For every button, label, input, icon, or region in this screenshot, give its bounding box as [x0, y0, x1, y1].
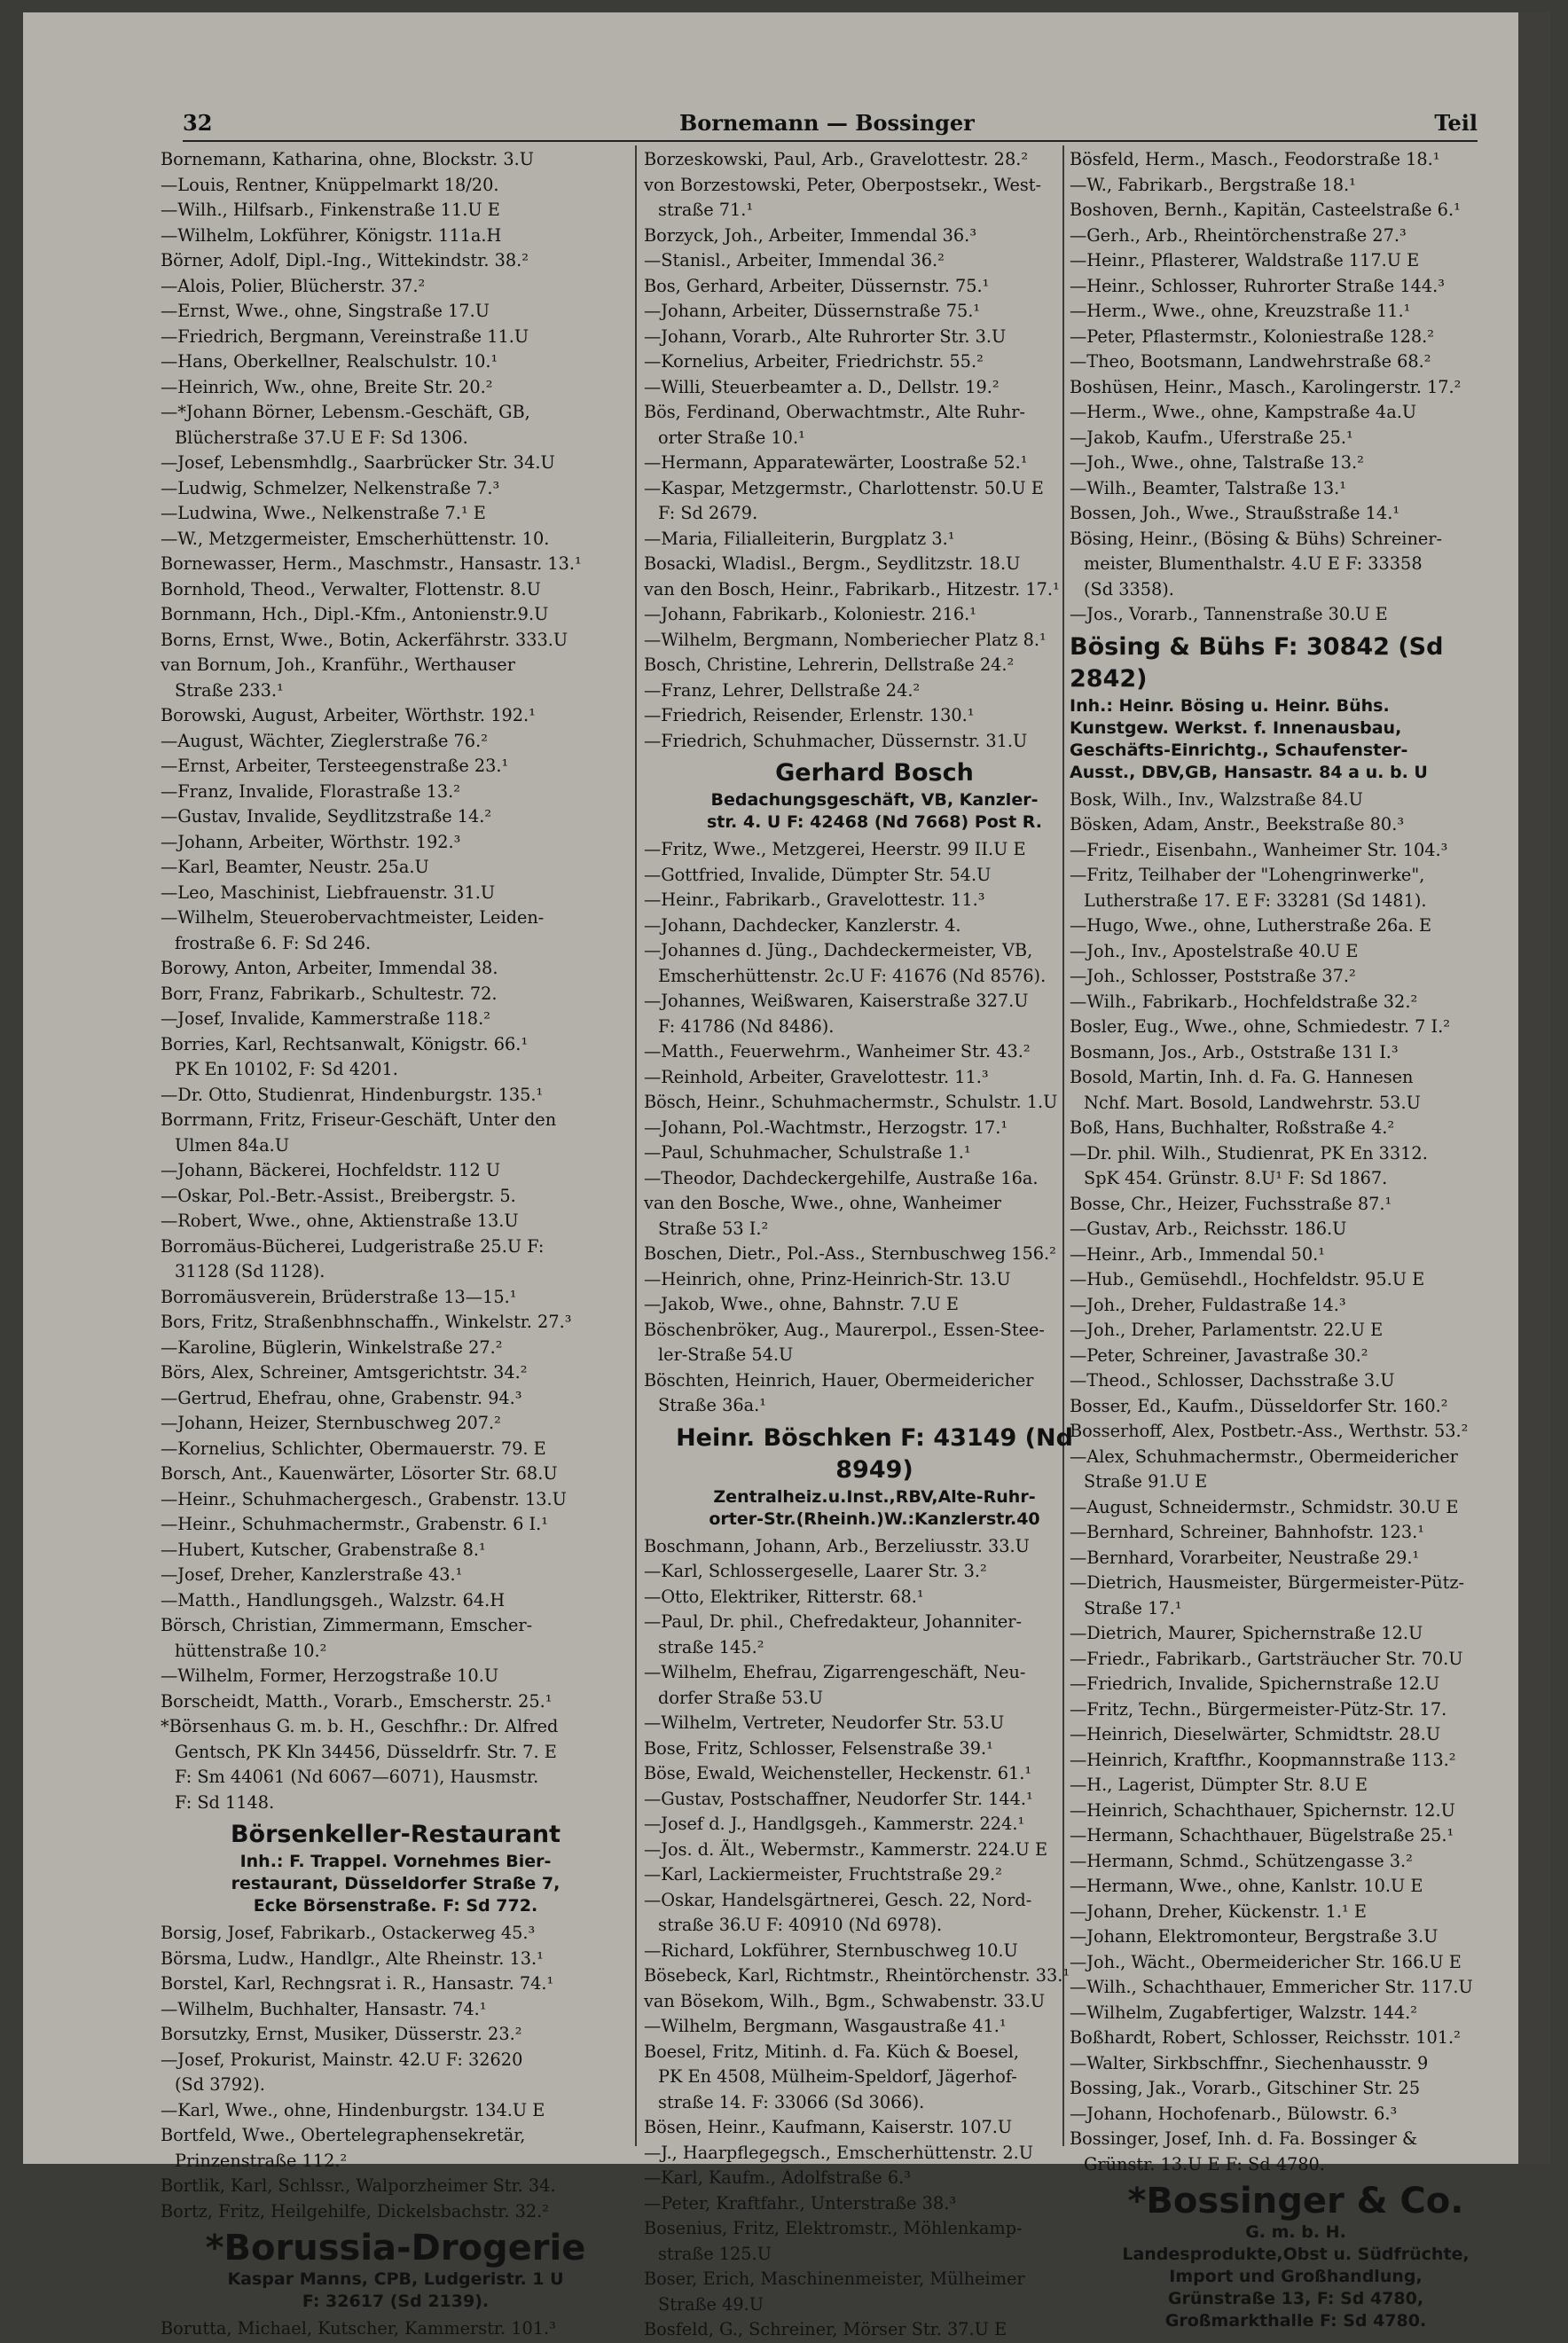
- directory-entry: —Wilh., Fabrikarb., Hochfeldstraße 32.²: [1070, 991, 1418, 1012]
- directory-entry: —Dr. phil. Wilh., Studienrat, PK En 3312.: [1070, 1142, 1428, 1164]
- directory-entry: —Franz, Lehrer, Dellstraße 24.²: [644, 679, 921, 701]
- directory-entry: —Oskar, Pol.-Betr.-Assist., Breibergstr. 5.: [161, 1185, 516, 1206]
- directory-entry: Bosold, Martin, Inh. d. Fa. G. Hannesen: [1070, 1067, 1414, 1087]
- directory-entry: Bortlik, Karl, Schlssr., Walporzheimer Str. 34.: [161, 2175, 556, 2196]
- directory-entry: Bossinger, Josef, Inh. d. Fa. Bossinger &: [1070, 2128, 1418, 2149]
- ad-title: Gerhard Bosch: [775, 759, 974, 787]
- directory-entry: —Wilhelm, Buchhalter, Hansastr. 74.¹: [161, 1998, 487, 2019]
- directory-entry: —Kornelius, Arbeiter, Friedrichstr. 55.²: [644, 351, 984, 372]
- directory-entry: —Joh., Dreher, Parlamentstr. 22.U E: [1070, 1320, 1384, 1340]
- directory-entry: —Joh., Schlosser, Poststraße 37.²: [1070, 966, 1356, 986]
- directory-entry: —Richard, Lokführer, Sternbuschweg 10.U: [644, 1939, 1018, 1961]
- directory-entry: —W., Metzgermeister, Emscherhüttenstr. 10.: [161, 528, 550, 549]
- directory-entry: —Alex, Schuhmachermstr., Obermeidericher: [1070, 1446, 1458, 1467]
- directory-entry: —Friedr., Fabrikarb., Gartsträucher Str. 70.U: [1070, 1648, 1463, 1669]
- directory-entry: straße 145.²: [658, 1636, 764, 1657]
- directory-entry: Borr, Franz, Fabrikarb., Schultestr. 72.: [161, 983, 498, 1004]
- directory-entry: Börsch, Christian, Zimmermann, Emscher-: [161, 1615, 533, 1635]
- directory-entry: —Paul, Dr. phil., Chefredakteur, Johanniter-: [644, 1611, 1022, 1632]
- directory-entry: —J., Haarpflegegsch., Emscherhüttenstr. 2.U: [644, 2142, 1034, 2163]
- directory-entry: Bosmann, Jos., Arb., Oststraße 131 I.³: [1070, 1041, 1399, 1062]
- ad-boesing-buehs: [1070, 631, 1522, 784]
- directory-entry: —H., Lagerist, Dümpter Str. 8.U E: [1070, 1775, 1368, 1795]
- directory-entry: Börs, Alex, Schreiner, Amtsgerichtstr. 34.²: [161, 1362, 528, 1383]
- directory-entry: —Theodor, Dachdeckergehilfe, Austraße 16a.: [644, 1167, 1039, 1188]
- directory-entry: —Heinr., Schuhmachergesch., Grabenstr. 13.U: [161, 1488, 567, 1509]
- directory-entry: —Johann, Arbeiter, Wörthstr. 192.³: [161, 831, 461, 852]
- directory-entry: hüttenstraße 10.²: [175, 1640, 327, 1661]
- directory-entry: —Hermann, Schmd., Schützengasse 3.²: [1070, 1850, 1413, 1871]
- page-header: [183, 110, 1478, 142]
- directory-entry: —Otto, Elektriker, Ritterstr. 68.¹: [644, 1586, 924, 1607]
- directory-entry: —Joh., Inv., Apostelstraße 40.U E: [1070, 940, 1359, 961]
- directory-entry: —Ludwig, Schmelzer, Nelkenstraße 7.³: [161, 477, 500, 498]
- directory-entry: —W., Fabrikarb., Bergstraße 18.¹: [1070, 174, 1356, 195]
- directory-entry: Bos, Gerhard, Arbeiter, Düssernstr. 75.¹: [644, 275, 990, 296]
- directory-entry: —Herm., Wwe., ohne, Kampstraße 4a.U: [1070, 402, 1417, 422]
- directory-entry: —Robert, Wwe., ohne, Aktienstraße 13.U: [161, 1211, 519, 1231]
- directory-entry: —Heinr., Pflasterer, Waldstraße 117.U E: [1070, 250, 1420, 270]
- directory-entry: Prinzenstraße 112.²: [175, 2150, 348, 2171]
- directory-entry: Bösfeld, Herm., Masch., Feodorstraße 18.¹: [1070, 149, 1440, 169]
- directory-entry: Bös, Ferdinand, Oberwachtmstr., Alte Ruhr-: [644, 402, 1025, 422]
- directory-entry: Bösken, Adam, Anstr., Beekstraße 80.³: [1070, 814, 1405, 835]
- directory-entry: —Hermann, Schachthauer, Bügelstraße 25.¹: [1070, 1825, 1454, 1845]
- directory-entry: —Josef d. J., Handlgsgeh., Kammerstr. 224.¹: [644, 1814, 1025, 1834]
- ad-line: Ausst., DBV,GB, Hansastr. 84 a u. b. U: [1070, 762, 1428, 782]
- directory-entry: Boesel, Fritz, Mitinh. d. Fa. Küch & Boesel,: [644, 2041, 1020, 2062]
- directory-entry: Lutherstraße 17. E F: 33281 (Sd 1481).: [1084, 889, 1427, 911]
- directory-entry: —Wilhelm, Bergmann, Nomberiecher Platz 8.¹: [644, 629, 1047, 650]
- directory-entry: —Joh., Wächt., Obermeidericher Str. 166.U E: [1070, 1951, 1462, 1972]
- directory-entry: —Oskar, Handelsgärtnerei, Gesch. 22, Nord-: [644, 1889, 1032, 1910]
- directory-entry: —Heinr., Fabrikarb., Gravelottestr. 11.³: [644, 889, 985, 910]
- directory-entry: Boshüsen, Heinr., Masch., Karolingerstr. 17.²: [1070, 376, 1462, 397]
- directory-entry: —Johann, Elektromonteur, Bergstraße 3.U: [1070, 1926, 1439, 1947]
- directory-entry: —Karl, Kaufm., Adolfstraße 6.³: [644, 2167, 912, 2188]
- column-2: [644, 147, 1105, 2343]
- directory-entry: —Friedrich, Invalide, Spichernstraße 12.U: [1070, 1673, 1440, 1694]
- ad-line: F: 32617 (Sd 2139).: [302, 2292, 490, 2311]
- directory-entry: —Heinrich, Schachthauer, Spichernstr. 12.U: [1070, 1799, 1455, 1821]
- directory-entry: —Wilh., Schachthauer, Emmericher Str. 117.U: [1070, 1977, 1473, 1997]
- directory-entry: —Peter, Kraftfahr., Unterstraße 38.³: [644, 2192, 957, 2214]
- directory-entry: —Karl, Beamter, Neustr. 25a.U: [161, 857, 429, 877]
- directory-entry: Börner, Adolf, Dipl.-Ing., Wittekindstr. 38.²: [161, 250, 529, 270]
- directory-entry: —Hugo, Wwe., ohne, Lutherstraße 26a. E: [1070, 915, 1432, 936]
- directory-entry: —Jakob, Wwe., ohne, Bahnstr. 7.U E: [644, 1294, 959, 1314]
- directory-entry: —Wilhelm, Steuerobervachtmeister, Leiden-: [161, 907, 545, 928]
- directory-entry: —Gertrud, Ehefrau, ohne, Grabenstr. 94.³: [161, 1387, 522, 1408]
- directory-entry: F: Sd 1148.: [175, 1791, 275, 1813]
- binding-gutter: [1518, 12, 1550, 2164]
- directory-entry: —Heinrich, ohne, Prinz-Heinrich-Str. 13.U: [644, 1268, 1011, 1289]
- directory-entry: —Hermann, Apparatewärter, Loostraße 52.¹: [644, 452, 1028, 473]
- directory-entry: Boßhardt, Robert, Schlosser, Reichsstr. 101.²: [1070, 2027, 1461, 2048]
- directory-entry: meister, Blumenthalstr. 4.U E F: 33358: [1084, 553, 1423, 574]
- directory-entry: —Gerh., Arb., Rheintörchenstraße 27.³: [1070, 224, 1407, 246]
- directory-entry: —Johann, Heizer, Sternbuschweg 207.²: [161, 1413, 501, 1433]
- directory-entry: Borromäus-Bücherei, Ludgeristraße 25.U F:: [161, 1235, 545, 1257]
- directory-entry: —Johann, Fabrikarb., Koloniestr. 216.¹: [644, 604, 976, 624]
- directory-entry: Borns, Ernst, Wwe., Botin, Ackerfährstr. 333.U: [161, 629, 568, 650]
- directory-entry: (Sd 3792).: [175, 2074, 265, 2095]
- directory-entry: —*Johann Börner, Lebensm.-Geschäft, GB,: [161, 402, 530, 422]
- directory-entry: Emscherhüttenstr. 2c.U F: 41676 (Nd 8576).: [658, 965, 1047, 986]
- directory-entry: Ulmen 84a.U: [175, 1134, 290, 1156]
- directory-entry: F: Sm 44061 (Nd 6067—6071), Hausmstr.: [175, 1767, 539, 1787]
- directory-entry: dorfer Straße 53.U: [658, 1687, 824, 1708]
- ad-title: Börsenkeller-Restaurant: [230, 1821, 561, 1848]
- ad-line: Kaspar Manns, CPB, Ludgeristr. 1 U: [227, 2269, 564, 2289]
- directory-entry: —Heinr., Schuhmachermstr., Grabenstr. 6 I.¹: [161, 1514, 549, 1534]
- directory-entry: Straße 53 I.²: [658, 1218, 769, 1239]
- header-part: Teil: [1434, 110, 1478, 136]
- directory-entry: —Hub., Gemüsehdl., Hochfeldstr. 95.U E: [1070, 1269, 1425, 1289]
- directory-entry: —Johann, Dreher, Kückenstr. 1.¹ E: [1070, 1900, 1367, 1922]
- directory-entry: Borrmann, Fritz, Friseur-Geschäft, Unter den: [161, 1109, 557, 1130]
- directory-entry: —Kaspar, Metzgermstr., Charlottenstr. 50.U E: [644, 477, 1044, 498]
- directory-entry: —Alois, Polier, Blücherstr. 37.²: [161, 275, 426, 296]
- directory-entry: —Ludwina, Wwe., Nelkenstraße 7.¹ E: [161, 503, 486, 523]
- directory-entry: Borstel, Karl, Rechngsrat i. R., Hansastr. 74.¹: [161, 1973, 554, 1994]
- directory-entry: Bosenius, Fritz, Elektromstr., Möhlenkamp-: [644, 2218, 1023, 2238]
- directory-entry: —Johann, Vorarb., Alte Ruhrorter Str. 3.U: [644, 325, 1007, 347]
- directory-entry: Bosser, Ed., Kaufm., Düsseldorfer Str. 160.²: [1070, 1395, 1448, 1416]
- directory-entry: —Gottfried, Invalide, Dümpter Str. 54.U: [644, 864, 992, 885]
- ad-line: Zentralheiz.u.Inst.,RBV,Alte-Ruhr-: [713, 1486, 1036, 1507]
- directory-entry: —Reinhold, Arbeiter, Gravelottestr. 11.³: [644, 1066, 989, 1087]
- ad-title: Heinr. Böschken F: 43149 (Nd 8949): [676, 1423, 1073, 1484]
- ad-gerhard-bosch: [644, 757, 1105, 834]
- ad-line: restaurant, Düsseldorfer Straße 7,: [231, 1874, 561, 1893]
- directory-entry: Borowski, August, Arbeiter, Wörthstr. 192.¹: [161, 705, 536, 725]
- directory-entry: Straße 233.¹: [175, 679, 284, 701]
- directory-entry: —Wilhelm, Vertreter, Neudorfer Str. 53.U: [644, 1712, 1005, 1733]
- directory-entry: Boschmann, Johann, Arb., Berzeliusstr. 33.U: [644, 1535, 1030, 1556]
- directory-entry: —Peter, Pflastermstr., Koloniestraße 128.²: [1070, 325, 1435, 347]
- directory-entry: Borscheidt, Matth., Vorarb., Emscherstr. 25.¹: [161, 1690, 553, 1712]
- directory-entry: —Karl, Lackiermeister, Fruchtstraße 29.²: [644, 1864, 1002, 1885]
- directory-entry: Borzeskowski, Paul, Arb., Gravelottestr. 28.²: [644, 149, 1029, 169]
- directory-entry: Bösch, Heinr., Schuhmachermstr., Schulstr. 1.U: [644, 1092, 1058, 1112]
- directory-entry: —Friedrich, Bergmann, Vereinstraße 11.U: [161, 325, 529, 347]
- page-title: Bornemann — Bossinger: [679, 110, 975, 136]
- directory-entry: Boshoven, Bernh., Kapitän, Casteelstraße 6.¹: [1070, 200, 1461, 220]
- directory-entry: Böse, Ewald, Weichensteller, Heckenstr. 61.¹: [644, 1763, 1032, 1783]
- directory-entry: Straße 49.U: [658, 2293, 764, 2315]
- page-number: 32: [183, 110, 213, 136]
- directory-entry: —Johann, Pol.-Wachtmstr., Herzogstr. 17.¹: [644, 1117, 1008, 1138]
- directory-entry: *Börsenhaus G. m. b. H., Geschfhr.: Dr. Alfred: [161, 1716, 559, 1736]
- directory-entry: —Gustav, Arb., Reichsstr. 186.U: [1070, 1219, 1347, 1239]
- directory-entry: Böschten, Heinrich, Hauer, Obermeidericher: [644, 1369, 1034, 1391]
- directory-entry: —Josef, Lebensmhdlg., Saarbrücker Str. 34.U: [161, 452, 555, 473]
- directory-entry: —Maria, Filialleiterin, Burgplatz 3.¹: [644, 528, 955, 549]
- directory-entry: —Karl, Schlossergeselle, Laarer Str. 3.²: [644, 1561, 987, 1581]
- directory-entry: straße 14. F: 33066 (Sd 3066).: [658, 2091, 925, 2112]
- directory-entry: —Ernst, Arbeiter, Tersteegenstraße 23.¹: [161, 756, 509, 776]
- directory-entry: Borries, Karl, Rechtsanwalt, Königstr. 66.¹: [161, 1033, 529, 1054]
- directory-entry: Bornemann, Katharina, ohne, Blockstr. 3.U: [161, 149, 534, 169]
- directory-entry: —Dietrich, Maurer, Spichernstraße 12.U: [1070, 1623, 1423, 1643]
- directory-entry: —Ernst, Wwe., ohne, Singstraße 17.U: [161, 301, 490, 321]
- directory-entry: —Matth., Feuerwehrm., Wanheimer Str. 43.²: [644, 1041, 1031, 1062]
- directory-entry: —Theod., Schlosser, Dachsstraße 3.U: [1070, 1370, 1395, 1391]
- directory-entry: —Heinr., Schlosser, Ruhrorter Straße 144.³: [1070, 275, 1445, 296]
- ad-line: G. m. b. H.: [1245, 2222, 1346, 2242]
- directory-entry: —Louis, Rentner, Knüppelmarkt 18/20.: [161, 174, 499, 195]
- directory-entry: —Wilhelm, Ehefrau, Zigarrengeschäft, Neu-: [644, 1662, 1026, 1682]
- directory-entry: Bose, Fritz, Schlosser, Felsenstraße 39.¹: [644, 1737, 993, 1759]
- ad-line: Bedachungsgeschäft, VB, Kanzler-: [710, 790, 1039, 810]
- directory-entry: —Wilhelm, Zugabfertiger, Walzstr. 144.²: [1070, 2002, 1418, 2023]
- directory-entry: (Sd 3358).: [1084, 578, 1174, 599]
- directory-entry: —Fritz, Techn., Bürgermeister-Pütz-Str. 17.: [1070, 1698, 1447, 1720]
- directory-entry: Boschen, Dietr., Pol.-Ass., Sternbuschweg 156.²: [644, 1243, 1056, 1264]
- directory-entry: Bors, Fritz, Straßenbhnschaffn., Winkelstr. 27.³: [161, 1312, 572, 1332]
- directory-entry: Bosserhoff, Alex, Postbetr.-Ass., Werthstr. 53.²: [1070, 1421, 1469, 1441]
- directory-entry: Bosacki, Wladisl., Bergm., Seydlitzstr. 18.U: [644, 553, 1021, 574]
- directory-entry: Grünstr. 13.U E F: Sd 4780.: [1084, 2153, 1325, 2175]
- directory-entry: von Borzestowski, Peter, Oberpostsekr., West-: [644, 174, 1042, 195]
- directory-entry: —Gustav, Invalide, Seydlitzstraße 14.²: [161, 806, 492, 827]
- directory-entry: Borsch, Ant., Kauenwärter, Lösorter Str. 68.U: [161, 1463, 558, 1484]
- ad-line: Inh.: Heinr. Bösing u. Heinr. Bühs.: [1070, 695, 1390, 716]
- ad-line: Import und Großhandlung,: [1169, 2267, 1423, 2286]
- directory-entry: orter Straße 10.¹: [658, 427, 805, 448]
- directory-entry: van Bösekom, Wilh., Bgm., Schwabenstr. 33.U: [644, 1990, 1046, 2011]
- directory-entry: straße 125.U: [658, 2243, 772, 2264]
- directory-entry: Bortz, Fritz, Heilgehilfe, Dickelsbachstr. 32.²: [161, 2200, 549, 2222]
- ad-line: orter-Str.(Rheinh.)W.:Kanzlerstr.40: [709, 1508, 1040, 1529]
- directory-entry: —Fritz, Teilhaber der "Lohengrinwerke",: [1070, 865, 1425, 885]
- ad-title: *Borussia-Drogerie: [205, 2228, 586, 2269]
- directory-entry: Borsig, Josef, Fabrikarb., Ostackerweg 45.³: [161, 1923, 536, 1943]
- directory-entry: —Peter, Schreiner, Javastraße 30.²: [1070, 1344, 1368, 1366]
- directory-page: [23, 12, 1550, 2339]
- directory-entry: —Karl, Wwe., ohne, Hindenburgstr. 134.U E: [161, 2099, 545, 2120]
- directory-entry: —Joh., Wwe., ohne, Talstraße 13.²: [1070, 452, 1364, 473]
- directory-entry: —Bernhard, Vorarbeiter, Neustraße 29.¹: [1070, 1547, 1420, 1568]
- directory-entry: —Wilh., Hilfsarb., Finkenstraße 11.U E: [161, 200, 500, 220]
- directory-entry: PK En 4508, Mülheim-Speldorf, Jägerhof-: [658, 2066, 1017, 2087]
- directory-entry: van Bornum, Joh., Kranführ., Werthauser: [161, 654, 515, 675]
- ad-title: *Bossinger & Co.: [1127, 2181, 1464, 2222]
- directory-entry: —Friedrich, Reisender, Erlenstr. 130.¹: [644, 705, 975, 725]
- directory-entry: —Johann, Arbeiter, Düssernstraße 75.¹: [644, 301, 981, 321]
- directory-entry: Straße 91.U E: [1084, 1471, 1208, 1492]
- directory-entry: —Josef, Prokurist, Mainstr. 42.U F: 32620: [161, 2049, 523, 2070]
- ad-line: Ecke Börsenstraße. F: Sd 772.: [253, 1896, 538, 1916]
- directory-entry: Bornewasser, Herm., Maschmstr., Hansastr. 13.¹: [161, 553, 582, 574]
- directory-entry: —Fritz, Wwe., Metzgerei, Heerstr. 99 II.U E: [644, 839, 1026, 859]
- directory-entry: —Willi, Steuerbeamter a. D., Dellstr. 19.²: [644, 376, 1000, 397]
- directory-entry: Bosfeld, G., Schreiner, Mörser Str. 37.U E: [644, 2319, 1007, 2339]
- ad-bossinger-co: [1070, 2181, 1522, 2332]
- directory-entry: frostraße 6. F: Sd 246.: [175, 932, 372, 953]
- directory-entry: —Johannes d. Jüng., Dachdeckermeister, VB,: [644, 940, 1033, 960]
- directory-entry: PK En 10102, F: Sd 4201.: [175, 1059, 398, 1079]
- directory-entry: F: Sd 2679.: [658, 503, 758, 523]
- directory-entry: Bosler, Eug., Wwe., ohne, Schmiedestr. 7 I.²: [1070, 1016, 1450, 1037]
- directory-entry: —Josef, Dreher, Kanzlerstraße 43.¹: [161, 1564, 463, 1585]
- directory-entry: —Karoline, Büglerin, Winkelstraße 27.²: [161, 1336, 503, 1358]
- ad-line: Geschäfts-Einrichtg., Schaufenster-: [1070, 740, 1408, 760]
- directory-entry: —Hubert, Kutscher, Grabenstraße 8.¹: [161, 1539, 486, 1560]
- directory-entry: Borowy, Anton, Arbeiter, Immendal 38.: [161, 958, 498, 978]
- directory-entry: van den Bosche, Wwe., ohne, Wanheimer: [644, 1193, 1001, 1213]
- directory-entry: —Jos. d. Ält., Webermstr., Kammerstr. 224.U E: [644, 1838, 1048, 1860]
- directory-entry: Börsma, Ludw., Handlgr., Alte Rheinstr. 13.¹: [161, 1947, 544, 1969]
- ad-line: Großmarkthalle F: Sd 4780.: [1164, 2311, 1427, 2331]
- directory-entry: —Wilhelm, Lokführer, Königstr. 111a.H: [161, 224, 502, 246]
- directory-entry: van den Bosch, Heinr., Fabrikarb., Hitzestr. 17.¹: [644, 578, 1060, 599]
- directory-entry: Bösing, Heinr., (Bösing & Bühs) Schreiner-: [1070, 528, 1443, 549]
- directory-entry: —Dietrich, Hausmeister, Bürgermeister-Pütz-: [1070, 1572, 1465, 1593]
- directory-entry: —Hans, Oberkellner, Realschulstr. 10.¹: [161, 351, 498, 372]
- directory-entry: —Leo, Maschinist, Liebfrauenstr. 31.U: [161, 882, 496, 903]
- directory-entry: —Johannes, Weißwaren, Kaiserstraße 327.U: [644, 991, 1029, 1011]
- directory-entry: Bösen, Heinr., Kaufmann, Kaiserstr. 107.U: [644, 2117, 1013, 2137]
- directory-entry: Böschenbröker, Aug., Maurerpol., Essen-Stee-: [644, 1319, 1045, 1340]
- directory-entry: —Heinr., Arb., Immendal 50.¹: [1070, 1243, 1325, 1265]
- directory-entry: —Dr. Otto, Studienrat, Hindenburgstr. 135.¹: [161, 1084, 544, 1105]
- directory-entry: Bornhold, Theod., Verwalter, Flottenstr. 8.U: [161, 578, 541, 599]
- ad-title: Bösing & Bühs F: 30842 (Sd 2842): [1070, 632, 1444, 693]
- directory-entry: —Paul, Schuhmacher, Schulstraße 1.¹: [644, 1142, 971, 1163]
- directory-entry: —Gustav, Postschaffner, Neudorfer Str. 144.¹: [644, 1788, 1033, 1809]
- directory-entry: —Friedr., Eisenbahn., Wanheimer Str. 104.³: [1070, 839, 1448, 860]
- directory-entry: —August, Schneidermstr., Schmidstr. 30.U E: [1070, 1496, 1459, 1517]
- directory-entry: —August, Wächter, Zieglerstraße 76.²: [161, 730, 488, 751]
- directory-entry: SpK 454. Grünstr. 8.U¹ F: Sd 1867.: [1084, 1168, 1388, 1188]
- directory-entry: Borzyck, Joh., Arbeiter, Immendal 36.³: [644, 224, 977, 246]
- directory-entry: Borromäusverein, Brüderstraße 13—15.¹: [161, 1286, 517, 1307]
- ad-heinr-boeschken: [644, 1422, 1105, 1531]
- ad-boersenkeller: [161, 1819, 631, 1917]
- directory-entry: Bosch, Christine, Lehrerin, Dellstraße 24.²: [644, 654, 1015, 675]
- directory-entry: —Wilhelm, Bergmann, Wasgaustraße 41.¹: [644, 2016, 1007, 2036]
- directory-entry: Borsutzky, Ernst, Musiker, Düsserstr. 23.²: [161, 2024, 522, 2044]
- directory-entry: —Heinrich, Dieselwärter, Schmidtstr. 28.U: [1070, 1724, 1441, 1744]
- directory-entry: ler-Straße 54.U: [658, 1344, 794, 1365]
- ad-borussia-drogerie: [161, 2228, 631, 2313]
- directory-entry: Straße 36a.¹: [658, 1395, 766, 1415]
- directory-entry: Boser, Erich, Maschinenmeister, Mülheimer: [644, 2269, 1025, 2289]
- directory-entry: —Heinrich, Kraftfhr., Koopmannstraße 113.²: [1070, 1749, 1456, 1770]
- directory-entry: Nchf. Mart. Bosold, Landwehrstr. 53.U: [1084, 1092, 1421, 1113]
- directory-entry: —Hermann, Wwe., ohne, Kanlstr. 10.U E: [1070, 1876, 1423, 1896]
- directory-entry: Blücherstraße 37.U E F: Sd 1306.: [175, 427, 468, 448]
- directory-entry: Straße 17.¹: [1084, 1597, 1182, 1618]
- ad-line: Landesprodukte,Obst u. Südfrüchte,: [1122, 2245, 1470, 2264]
- directory-entry: —Wilhelm, Former, Herzogstraße 10.U: [161, 1665, 499, 1686]
- directory-entry: Bossing, Jak., Vorarb., Gitschiner Str. 25: [1070, 2078, 1421, 2098]
- directory-entry: —Jakob, Kaufm., Uferstraße 25.¹: [1070, 427, 1353, 448]
- directory-entry: Bosk, Wilh., Inv., Walzstraße 84.U: [1070, 788, 1363, 810]
- ad-line: Kunstgew. Werkst. f. Innenausbau,: [1070, 717, 1402, 738]
- ad-line: Inh.: F. Trappel. Vornehmes Bier-: [239, 1852, 552, 1871]
- directory-entry: Bösebeck, Karl, Richtmstr., Rheintörchenstr. 33.¹: [644, 1965, 1070, 1986]
- directory-entry: —Walter, Sirkbschffnr., Siechenhausstr. 9: [1070, 2052, 1429, 2073]
- directory-entry: 31128 (Sd 1128).: [175, 1261, 325, 1281]
- directory-entry: straße 36.U F: 40910 (Nd 6978).: [658, 1915, 943, 1935]
- directory-entry: —Bernhard, Schreiner, Bahnhofstr. 123.¹: [1070, 1522, 1424, 1542]
- directory-entry: Bortfeld, Wwe., Obertelegraphensekretär,: [161, 2125, 526, 2145]
- ad-line: str. 4. U F: 42468 (Nd 7668) Post R.: [706, 812, 1042, 832]
- directory-entry: —Kornelius, Schlichter, Obermauerstr. 79. E: [161, 1438, 546, 1459]
- directory-entry: —Matth., Handlungsgeh., Walzstr. 64.H: [161, 1589, 506, 1610]
- directory-entry: —Josef, Invalide, Kammerstraße 118.²: [161, 1008, 490, 1029]
- directory-entry: —Stanisl., Arbeiter, Immendal 36.²: [644, 250, 945, 270]
- directory-entry: —Herm., Wwe., ohne, Kreuzstraße 11.¹: [1070, 301, 1411, 321]
- directory-entry: —Friedrich, Schuhmacher, Düssernstr. 31.U: [644, 730, 1028, 751]
- directory-entry: Bosse, Chr., Heizer, Fuchsstraße 87.¹: [1070, 1193, 1392, 1214]
- directory-entry: straße 71.¹: [658, 200, 754, 220]
- directory-entry: —Johann, Dachdecker, Kanzlerstr. 4.: [644, 914, 961, 936]
- directory-entry: F: 41786 (Nd 8486).: [658, 1015, 835, 1037]
- directory-entry: —Theo, Bootsmann, Landwehrstraße 68.²: [1070, 351, 1431, 372]
- directory-entry: —Johann, Bäckerei, Hochfeldstr. 112 U: [161, 1160, 501, 1180]
- directory-entry: Bornmann, Hch., Dipl.-Kfm., Antonienstr.9.U: [161, 604, 549, 624]
- column-divider: [635, 145, 637, 2146]
- directory-entry: —Heinrich, Ww., ohne, Breite Str. 20.²: [161, 376, 493, 397]
- directory-entry: —Franz, Invalide, Florastraße 13.²: [161, 780, 461, 802]
- directory-entry: Boß, Hans, Buchhalter, Roßstraße 4.²: [1070, 1117, 1395, 1138]
- directory-entry: —Joh., Dreher, Fuldastraße 14.³: [1070, 1294, 1346, 1315]
- column-1: [161, 147, 631, 2342]
- directory-entry: Borutta, Michael, Kutscher, Kammerstr. 101.³: [161, 2318, 556, 2339]
- column-3: [1070, 147, 1522, 2336]
- directory-entry: —Jos., Vorarb., Tannenstraße 30.U E: [1070, 604, 1388, 624]
- ad-line: Grünstraße 13, F: Sd 4780,: [1167, 2289, 1424, 2308]
- directory-entry: Gentsch, PK Kln 34456, Düsseldrfr. Str. 7. E: [175, 1741, 557, 1762]
- directory-entry: Bossen, Joh., Wwe., Straußstraße 14.¹: [1070, 503, 1400, 523]
- directory-entry: —Wilh., Beamter, Talstraße 13.¹: [1070, 477, 1346, 498]
- directory-entry: —Johann, Hochofenarb., Bülowstr. 6.³: [1070, 2103, 1398, 2124]
